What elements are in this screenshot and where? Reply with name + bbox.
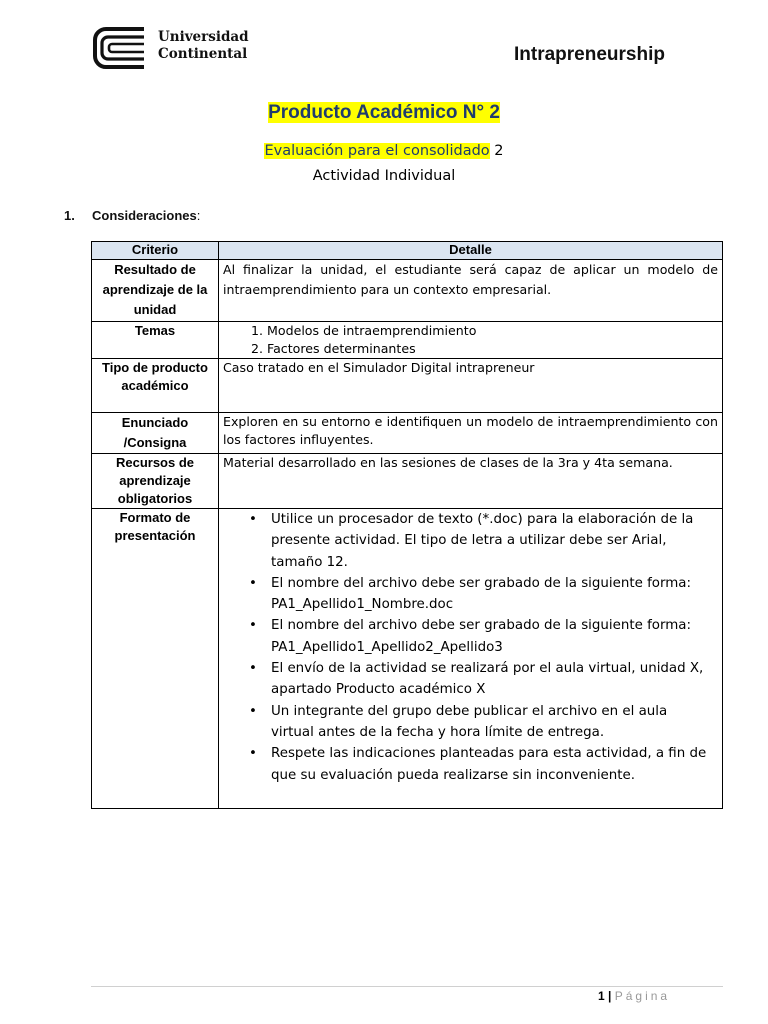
list-item [249, 509, 718, 573]
footer-divider [91, 986, 723, 987]
table-row [92, 322, 723, 359]
list-item [249, 615, 718, 658]
logo-text [158, 29, 249, 63]
row-value-enunciado: Exploren en su entorno e identifiquen un modelo de intraemprendimiento con los factores influyentes. [219, 413, 723, 454]
list-item: 2. Factores determinantes [267, 340, 718, 358]
table-row [92, 413, 723, 454]
logo-line1: Universidad [158, 29, 249, 45]
list-item [249, 658, 718, 701]
considerations-table [91, 241, 723, 809]
table-row [92, 260, 723, 322]
document-title-text: Producto Académico N° 2 [268, 102, 500, 123]
list-item-text: El nombre del archivo debe ser grabado de la siguiente forma: PA1_Apellido1_Apellido2_Apellido3 [271, 618, 692, 655]
table-header-row [92, 242, 723, 260]
format-bullet-list [223, 509, 718, 786]
header-title: Intrapreneurship [514, 44, 665, 65]
row-key-enunciado: Enunciado /Consigna [92, 413, 219, 454]
university-logo [92, 26, 252, 70]
table-row [92, 509, 723, 809]
page-footer [598, 989, 670, 1003]
list-item [249, 573, 718, 616]
list-item-text: Un integrante del grupo debe publicar el archivo en el aula virtual antes de la fecha y hora límite de entrega. [271, 703, 668, 740]
topics-list [223, 322, 718, 358]
section-heading [64, 208, 200, 223]
subtitle-number: 2 [489, 143, 504, 159]
document-title [0, 102, 768, 124]
subtitle-highlight: Evaluación para el consolidado [264, 143, 490, 159]
list-item-text: El nombre del archivo debe ser grabado de la siguiente forma: PA1_Apellido1_Nombre.doc [271, 575, 692, 613]
table-row [92, 359, 723, 413]
subtitle [0, 143, 768, 159]
row-key-recursos: Recursos de aprendizaje obligatorios [92, 454, 219, 509]
section-colon: : [196, 208, 201, 223]
row-value-tipo: Caso tratado en el Simulador Digital intrapreneur [219, 359, 723, 413]
university-logo-icon [92, 26, 148, 70]
list-item [249, 701, 718, 744]
list-item-text: Respete las indicaciones planteadas para esta actividad, a fin de que su evaluación pueda realizarse sin inconveniente. [271, 746, 707, 783]
row-key-tipo: Tipo de producto académico [92, 359, 219, 413]
row-value-temas [219, 322, 723, 359]
list-item-text: El envío de la actividad se realizará por el aula virtual, unidad X, apartado Producto académico X [271, 661, 704, 698]
bullet-icon: • [249, 746, 257, 762]
section-label: Consideraciones [92, 208, 197, 223]
section-number: 1. [64, 208, 75, 223]
list-item: 1. Modelos de intraemprendimiento [267, 322, 718, 340]
bullet-icon: • [249, 512, 257, 527]
row-value-formato [219, 509, 723, 809]
column-header-criterio: Criterio [92, 242, 219, 260]
list-item [249, 743, 718, 786]
list-item-text: Utilice un procesador de texto (*.doc) para la elaboración de la presente actividad. El tipo de letra a utilizar debe ser Arial, tamaño 12. [271, 512, 694, 570]
page-separator: | [608, 989, 612, 1003]
row-value-resultado: Al finalizar la unidad, el estudiante será capaz de aplicar un modelo de intraemprendimiento para un contexto empresarial. [219, 260, 723, 322]
column-header-detalle: Detalle [219, 242, 723, 260]
table-row [92, 454, 723, 509]
bullet-icon: • [249, 575, 257, 591]
row-key-resultado: Resultado de aprendizaje de la unidad [92, 260, 219, 322]
page-number: 1 [598, 989, 605, 1003]
bullet-icon: • [249, 703, 257, 719]
row-key-formato: Formato de presentación [92, 509, 219, 809]
bullet-icon: • [249, 661, 257, 677]
activity-type: Actividad Individual [312, 168, 456, 184]
row-key-temas: Temas [92, 322, 219, 359]
page-label: Página [614, 989, 671, 1003]
logo-line2: Continental [158, 46, 248, 62]
row-value-recursos: Material desarrollado en las sesiones de clases de la 3ra y 4ta semana. [219, 454, 723, 509]
bullet-icon: • [249, 618, 257, 634]
